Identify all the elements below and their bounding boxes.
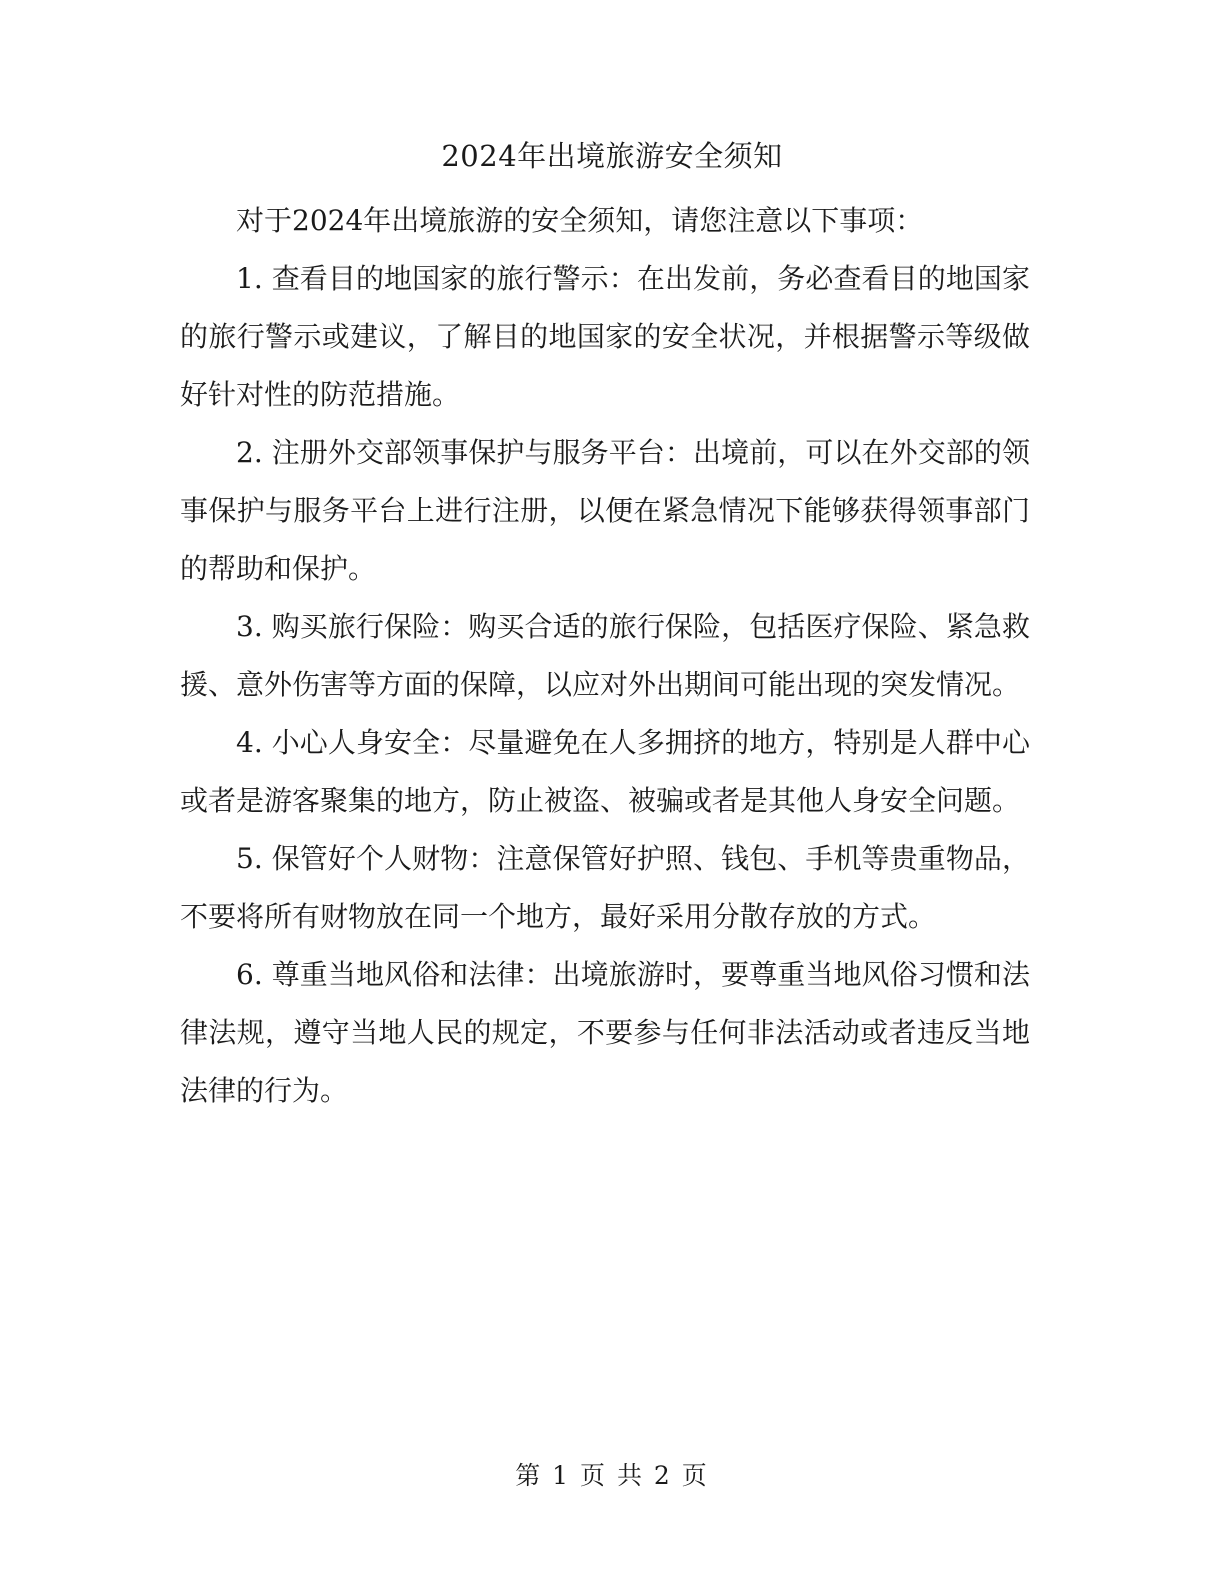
list-item: 5. 保管好个人财物：注意保管好护照、钱包、手机等贵重物品，不要将所有财物放在同一个地方，最好采用分散存放的方式。 (180, 842, 1030, 933)
page-number: 第 1 页 共 2 页 (515, 1461, 709, 1490)
page-title: 2024年出境旅游安全须知 (441, 139, 783, 173)
intro-paragraph: 对于2024年出境旅游的安全须知，请您注意以下事项： (236, 204, 924, 237)
list-item: 1. 查看目的地国家的旅行警示：在出发前，务必查看目的地国家的旅行警示或建议，了解目的地国家的安全状况，并根据警示等级做好针对性的防范措施。 (180, 262, 1030, 411)
list-item: 4. 小心人身安全：尽量避免在人多拥挤的地方，特别是人群中心或者是游客聚集的地方，防止被盗、被骗或者是其他人身安全问题。 (180, 726, 1030, 817)
list-item: 2. 注册外交部领事保护与服务平台：出境前，可以在外交部的领事保护与服务平台上进行注册，以便在紧急情况下能够获得领事部门的帮助和保护。 (180, 436, 1030, 585)
list-item: 6. 尊重当地风俗和法律：出境旅游时，要尊重当地风俗习惯和法律法规，遵守当地人民的规定，不要参与任何非法活动或者违反当地法律的行为。 (180, 958, 1030, 1107)
document-body (180, 192, 1030, 1120)
list-item: 3. 购买旅行保险：购买合适的旅行保险，包括医疗保险、紧急救援、意外伤害等方面的保障，以应对外出期间可能出现的突发情况。 (180, 610, 1030, 701)
